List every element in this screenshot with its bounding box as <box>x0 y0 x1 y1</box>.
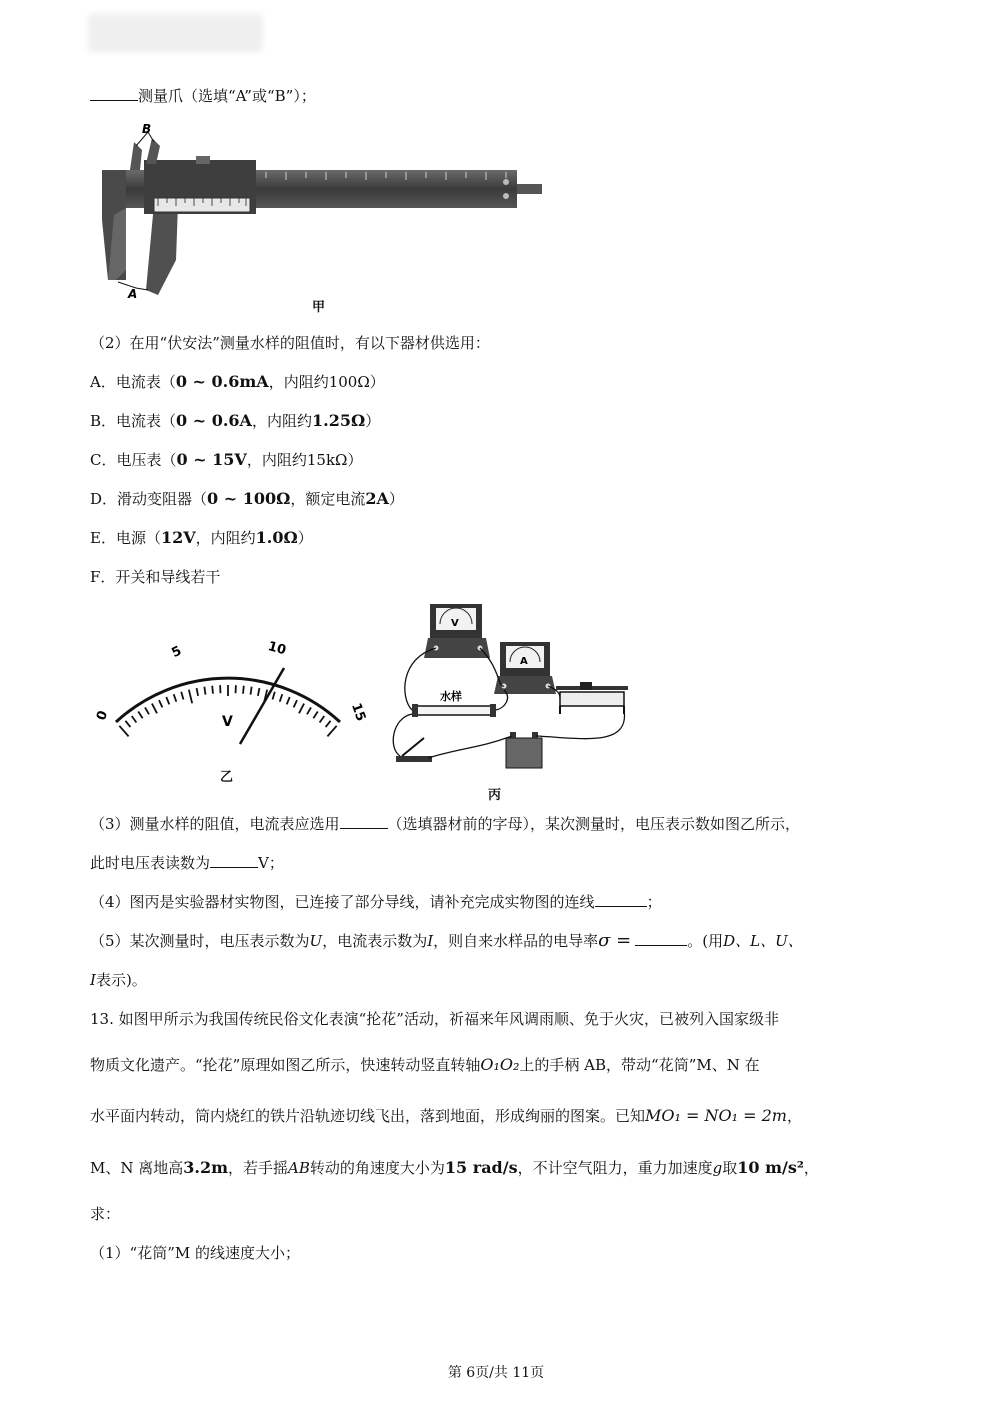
dial-tick <box>197 688 199 696</box>
dial-tick <box>138 712 142 719</box>
dial-tick <box>125 721 130 727</box>
option-b: B．电流表（0 ~ 0.6A，内阻约1.25Ω） <box>90 411 381 430</box>
label-B: B <box>142 122 152 136</box>
dial-tick <box>327 726 336 737</box>
rheostat-device <box>556 682 628 714</box>
voltmeter-device <box>424 604 490 658</box>
fig-jia-caption: 甲 <box>312 300 326 315</box>
dial-tick <box>189 690 192 704</box>
answer-blank[interactable] <box>90 86 138 101</box>
q12-part5-line1: （5）某次测量时，电压表示数为U，电流表示数为I，则自来水样品的电导率σ = 。(用D、L、U、 <box>90 930 803 951</box>
option-e: E．电源（12V，内阻约1.0Ω） <box>90 528 313 547</box>
switch-device <box>396 738 432 762</box>
label-A: A <box>128 287 138 300</box>
inside-jaw-fixed <box>130 142 142 170</box>
dial-tick <box>250 687 251 695</box>
vernier-scale <box>154 198 250 212</box>
answer-blank-voltage[interactable] <box>210 853 258 868</box>
q13-line1: 13. 如图甲所示为我国传统民俗文化表演“抡花”活动，祈福来年风调雨顺、免于火灾，已被列入国家级非 <box>90 1010 779 1028</box>
dial-tick <box>212 686 213 694</box>
dial-tick <box>204 687 205 695</box>
sample-label: 水样 <box>440 690 462 703</box>
dial-tick <box>287 697 290 704</box>
tick-label-5: 5 <box>169 643 184 661</box>
page-footer: 第 6页/共 11页 <box>447 1365 545 1381</box>
sliding-jaw <box>146 204 178 295</box>
q12-part4: （4）图丙是实验器材实物图，已连接了部分导线，请补充完成实物图的连线 ； <box>90 893 662 911</box>
q12-part2-text: （2）在用“伏安法”测量水样的阻值时，有以下器材供选用： <box>90 334 490 352</box>
tick-label-15: 15 <box>347 701 369 724</box>
q13-line2: 物质文化遗产。“抡花”原理如图乙所示，快速转动竖直转轴O₁O₂上的手柄 AB，带动“花筒”M、N 在 <box>90 1055 760 1074</box>
depth-rod <box>517 184 542 194</box>
water-sample-tube <box>412 689 496 717</box>
q12-part3-line2: 此时电压表读数为 V； <box>90 854 284 872</box>
header-blur <box>88 14 263 52</box>
dial-tick <box>181 692 183 700</box>
dial-tick <box>299 704 304 714</box>
dial-tick <box>145 707 149 714</box>
dial-tick <box>119 726 128 737</box>
answer-blank-current-meter[interactable] <box>340 814 388 829</box>
q12-tail-line1: 测量爪（选填“A”或“B”）； <box>90 86 316 106</box>
voltmeter-label: V <box>451 618 459 629</box>
dial-tick <box>174 694 177 702</box>
tick-label-0: 0 <box>94 708 112 723</box>
option-f: F．开关和导线若干 <box>90 568 221 586</box>
dial-tick <box>243 686 244 694</box>
voltmeter-dial-figure <box>88 628 378 778</box>
vernier-caliper-figure <box>96 120 548 300</box>
tick-label-10: 10 <box>266 639 288 659</box>
q13-subq1: （1）“花筒”M 的线速度大小； <box>90 1244 301 1262</box>
dial-tick <box>258 688 260 696</box>
thumb-screw <box>196 156 210 164</box>
ammeter-label: A <box>520 656 528 667</box>
fig-bing-caption: 丙 <box>488 788 502 803</box>
dial-unit: V <box>222 714 233 730</box>
option-c: C．电压表（0 ~ 15V，内阻约15kΩ） <box>90 450 363 469</box>
dial-tick <box>166 697 169 704</box>
dial-tick <box>320 716 325 722</box>
dial-tick <box>307 707 311 714</box>
q12-part5-line2: I表示)。 <box>90 971 147 989</box>
answer-blank-wiring[interactable] <box>595 892 647 907</box>
answer-blank-conductivity[interactable] <box>635 931 687 946</box>
dial-tick <box>273 692 275 700</box>
dial-tick <box>313 712 317 719</box>
fig-yi-caption: 乙 <box>220 770 234 785</box>
dial-tick <box>159 700 162 707</box>
dial-tick <box>280 694 283 702</box>
q13-line5: 求： <box>90 1205 121 1223</box>
dial-tick <box>152 704 157 714</box>
q13-line3: 水平面内转动，筒内烧红的铁片沿轨迹切线飞出，落到地面，形成绚丽的图案。已知MO₁ = NO₁ = 2m， <box>90 1106 802 1125</box>
q12-part3-line1: （3）测量水样的阻值，电流表应选用 （选填器材前的字母），某次测量时，电压表示数如图乙所示， <box>90 815 801 833</box>
dial-tick <box>132 716 137 722</box>
battery-device <box>506 732 542 768</box>
dial-tick <box>326 721 331 727</box>
q13-line4: M、N 离地高3.2m，若手摇AB转动的角速度大小为15 rad/s，不计空气阻力，重力加速度g取10 m/s²， <box>90 1158 819 1177</box>
option-d: D．滑动变阻器（0 ~ 100Ω，额定电流2A） <box>90 489 404 508</box>
dial-tick <box>294 700 297 707</box>
circuit-figure <box>380 598 640 776</box>
option-a: A．电流表（0 ~ 0.6mA，内阻约100Ω） <box>90 372 385 391</box>
